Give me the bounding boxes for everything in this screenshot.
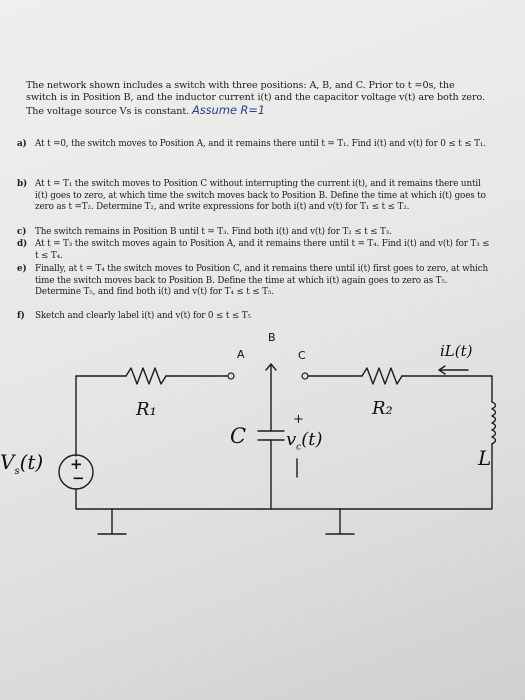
- question-label: a): [17, 139, 27, 149]
- ground-right: [326, 509, 354, 534]
- switch-a-label: A: [237, 348, 245, 361]
- inductor-label: L: [478, 446, 492, 470]
- switch-contact-a: [228, 373, 234, 379]
- question-text: At t =0, the switch moves to Position A, and it remains there until t = T₁. Find i(t) and v(t) for 0 ≤ t ≤ T₁.: [35, 139, 486, 149]
- handwritten-assumption: Assume R=1: [191, 103, 265, 118]
- resistor-r2-label: R₂: [372, 398, 393, 419]
- wire-inductor-bottom: [76, 444, 492, 509]
- inductor-current-label: iL(t): [440, 342, 473, 360]
- switch-contact-c: [302, 373, 308, 379]
- question-text: Finally, at t = T₄ the switch moves to Position C, and it remains there until i(t) first goes to zero, at which time the switch moves back to Position B. Define the time at which i(t) again goes to zero as T₅. Determine T₅, and find both i(t) and v(t) for T₄ ≤ t ≤ T₅.: [35, 264, 488, 298]
- question-label: d): [17, 239, 28, 249]
- question-text: Sketch and clearly label i(t) and v(t) for 0 ≤ t ≤ T₅: [35, 311, 251, 321]
- question-label: f): [17, 311, 25, 321]
- source-subscript: s: [14, 466, 20, 477]
- ground-left: [98, 509, 126, 534]
- source-plus-mark: +: [70, 455, 83, 473]
- wire-r2-to-inductor: [402, 376, 492, 402]
- switch-arrow: [266, 364, 276, 376]
- question-text: At t = T₃ the switch moves again to Position A, and it remains there until t = T₄. Find i(t) and v(t) for T₃ ≤ t ≤ T₄.: [35, 239, 490, 261]
- source-symbol: V: [0, 450, 15, 474]
- question-text: The switch remains in Position B until t = T₃. Find both i(t) and v(t) for T₂ ≤ t ≤ T₃.: [35, 227, 392, 237]
- question-label: c): [17, 227, 27, 237]
- switch-c-label: C: [298, 349, 306, 362]
- source-arg: (t): [19, 450, 44, 474]
- inductor-symbol: [492, 402, 496, 444]
- resistor-r2-symbol: [362, 368, 402, 384]
- cap-voltage-subscript: c: [296, 442, 302, 453]
- resistor-r1-symbol: [126, 368, 166, 384]
- question-label: e): [17, 264, 27, 274]
- cap-voltage-label: [286, 429, 323, 453]
- cap-voltage-arg: (t): [301, 429, 323, 450]
- capacitor-label: C: [230, 424, 247, 448]
- cap-plus-mark: +: [293, 412, 304, 427]
- intro-text: The network shown includes a switch with three positions: A, B, and C. Prior to t =0s, the switch is in Position B, and the inductor current i(t) and the capacitor voltage v(t) are both zero. The voltage source Vs is constant.: [26, 80, 485, 118]
- source-label: [0, 450, 43, 477]
- question-label: b): [17, 179, 28, 189]
- cap-voltage-symbol: v: [286, 429, 297, 450]
- question-text: At t = T₁ the switch moves to Position C without interrupting the current i(t), and it remains there until i(t) goes to zero, at which time the switch moves back to Position B. Define the time at which i(t) goes to zero as t =T₂. Determine T₂, and write expressions for both i(t) and v(t) for T₁ ≤ t ≤ T₂.: [35, 179, 486, 213]
- source-minus-mark: −: [72, 469, 85, 487]
- current-arrow: [439, 366, 468, 374]
- switch-b-label: B: [268, 331, 276, 344]
- resistor-r1-label: R₁: [136, 399, 157, 420]
